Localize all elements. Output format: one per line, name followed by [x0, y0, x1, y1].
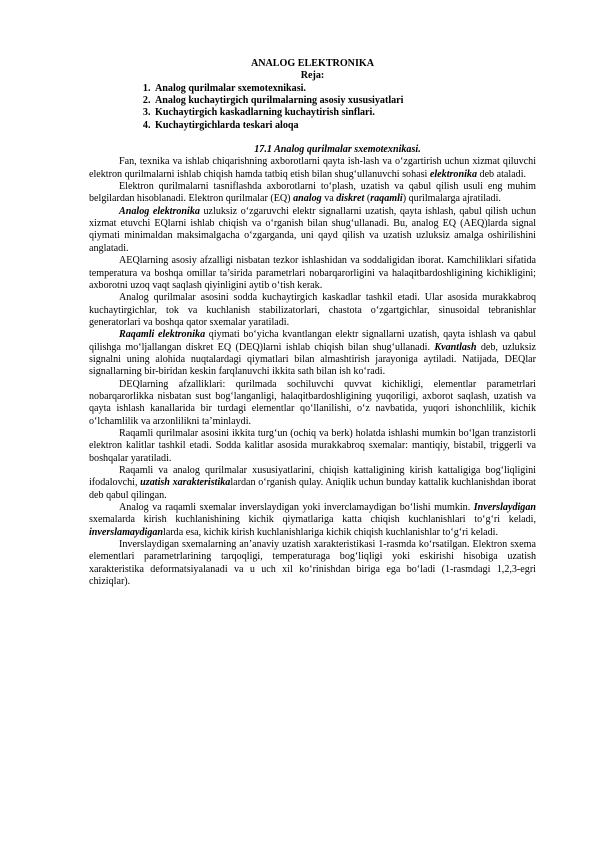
paragraph: [89, 255, 536, 292]
plan-label: Reja:: [300, 70, 325, 82]
text-run: qiymati bo‘yicha kvantlangan elektr signallarni uzatish, qayta ishlash va qabul qilishga mo‘ljallangan diskret EQ (DEQ)larni ishlab chiqish bilan shug‘ullanadi.: [89, 329, 536, 353]
emphasized-term: inverslamaydigan: [89, 526, 164, 538]
plan-item: 1. Analog qurilmalar sxemotexnikasi.: [153, 83, 536, 95]
plan-item: 2. Analog kuchaytirgich qurilmalarning asosiy xususiyatlari: [153, 95, 536, 107]
text-run: deb ataladi.: [477, 168, 527, 180]
text-run: lardan o‘rganish qulay. Aniqlik uchun bunday kattalik kuchlanishdan iborat deb qabul qilingan.: [89, 477, 536, 501]
paragraph: [89, 379, 536, 428]
emphasized-term: Inverslaydigan: [473, 502, 536, 514]
text-run: AEQlarning asosiy afzalligi nisbatan tezkor ishlashidan va soddaligidan iborat. Kamchiliklari sifatida temperatura va boshqa omillar ta’sirida parametrlari nobarqarorligini va halaqitbardoshligining kichikligini; axborotni uzoq vaqt saqlash qiyinligini aytib o‘tish kerak.: [89, 255, 536, 291]
paragraph: [89, 465, 536, 502]
text-run: Analog qurilmalar asosini sodda kuchaytirgich kaskadlar tashkil etadi. Ular asosida murakkabroq kuchaytirgichlar, tok va kuchlanish stabilizatorlari, chastota o‘zgartgichlar, sinusoidal tebranishlar generatorlari va boshqa qator sxemalar yaratiladi.: [89, 292, 536, 328]
document-title: ANALOG ELEKTRONIKA: [250, 58, 375, 69]
emphasized-term: Analog elektronika: [119, 205, 200, 217]
emphasized-term: raqamli: [370, 193, 403, 205]
text-run: (: [364, 193, 371, 205]
paragraph: [89, 156, 536, 181]
text-run: deb, uzluksiz signalni uning alohida nuqtalardagi qiymatlari bilan almashtirish jarayoniga aytiladi. Natijada, DEQlar signallarning bir-biridan keskin farqlanuvchi ikkita sath bilan ish ko‘radi.: [89, 341, 536, 378]
text-run: ) qurilmalarga ajratiladi.: [402, 193, 501, 205]
text-run: Fan, texnika va ishlab chiqarishning axborotlarni qayta ish-lash va o‘zgartirish uchun xizmat qiluvchi elektron qurilmalarni ishlab chiqish hamda tatbiq etish bilan shug‘ullanuvchi sohasi: [89, 156, 536, 180]
text-run: uzluksiz o‘zgaruvchi elektr signallarni uzatish, qayta ishlash, qabul qilish uchun xizmat etuvchi EQlarni ishlab chiqish va o‘rganish bilan shug‘ullanadi. Bu, analog EQ (AEQ)larda signal qiymati minimaldan maksimalgacha o‘zgarganda, uni qayd qilish va uzatish uzluksiz amalga oshirilishini anglatadi.: [89, 205, 536, 254]
plan-list: [89, 83, 536, 132]
text-run: va: [321, 193, 337, 205]
emphasized-term: Kvantlash: [434, 341, 477, 353]
emphasized-term: uzatish xarakteristika: [140, 477, 231, 489]
paragraph: [89, 502, 536, 539]
text-run: Inverslaydigan sxemalarning an’anaviy uzatish xarakteristikasi 1-rasmda ko‘rsatilgan. Elektron sxema elementlari parametrlarining tarqoqligi, temperaturaga bog‘liqligi yoki eskirishi hisobiga uzatish xarakteristika deformatsiyalanadi va u uch xil ko‘rinishdan biriga ega bo‘ladi (1-rasmdagi 1,2,3-egri chiziqlar).: [89, 539, 536, 588]
section-heading: 17.1 Analog qurilmalar sxemotexnikasi.: [254, 144, 421, 156]
emphasized-term: diskret: [336, 193, 365, 205]
text-run: Elektron qurilmalarni tasniflashda axborotlarni to‘plash, uzatish va qabul qilish usuli eng muhim belgilardan hisoblanadi. Elektron qurilmalar (EQ): [89, 181, 536, 205]
paragraph: [89, 292, 536, 329]
emphasized-term: elektronika: [429, 168, 477, 180]
paragraph: [89, 181, 536, 206]
body-text: [89, 156, 536, 588]
paragraph: [89, 206, 536, 255]
emphasized-term: Raqamli elektronika: [119, 329, 206, 341]
paragraph: [89, 428, 536, 465]
paragraph: [89, 539, 536, 588]
emphasized-term: analog: [293, 193, 322, 205]
plan-item: 4. Kuchaytirgichlarda teskari aloqa: [153, 120, 536, 132]
paragraph: [89, 329, 536, 378]
text-run: Analog va raqamli sxemalar inverslaydigan yoki inverclamaydigan bo‘lishi mumkin.: [119, 502, 474, 514]
text-run: Raqamli qurilmalar asosini ikkita turg‘un (ochiq va berk) holatda ishlashi mumkin bo‘lgan tranzistorli elektron kalitlar tashkil etadi. Sodda kalitlar asosida murakkabroq sxemalar: mantiqiy, bistabil, triggerli va boshqalar yaratiladi.: [89, 427, 536, 464]
plan-item: 3. Kuchaytirgich kaskadlarning kuchaytirish sinflari.: [153, 107, 536, 119]
text-run: sxemalarda kirish kuchlanishining kichik qiymatlariga katta chiqish kuchlanishlari to‘g‘ri keladi,: [89, 514, 536, 526]
text-run: Raqamli va analog qurilmalar xususiyatlarini, chiqish kattaligining kirish kattaligiga bog‘liqligini ifodalovchi,: [89, 465, 536, 489]
text-run: DEQlarning afzalliklari: qurilmada sochiluvchi quvvat kichikligi, elementlar parametrlari nobarqarorlikka nisbatan sust bog‘langanligi, halaqitbardoshligining yuqoriligi, axborot saqlash, uzatish va qayta ishlash kanallarida bir turdagi elementlar qo‘llanilishi, o‘z navbatida, yuqori ishonchlilik, kichik o‘lchamlilik va arzonlilikni ta’minlaydi.: [89, 378, 536, 427]
text-run: larda esa, kichik kirish kuchlanishlariga kichik chiqish kuchlanishlar to‘g‘ri keladi.: [163, 526, 498, 538]
